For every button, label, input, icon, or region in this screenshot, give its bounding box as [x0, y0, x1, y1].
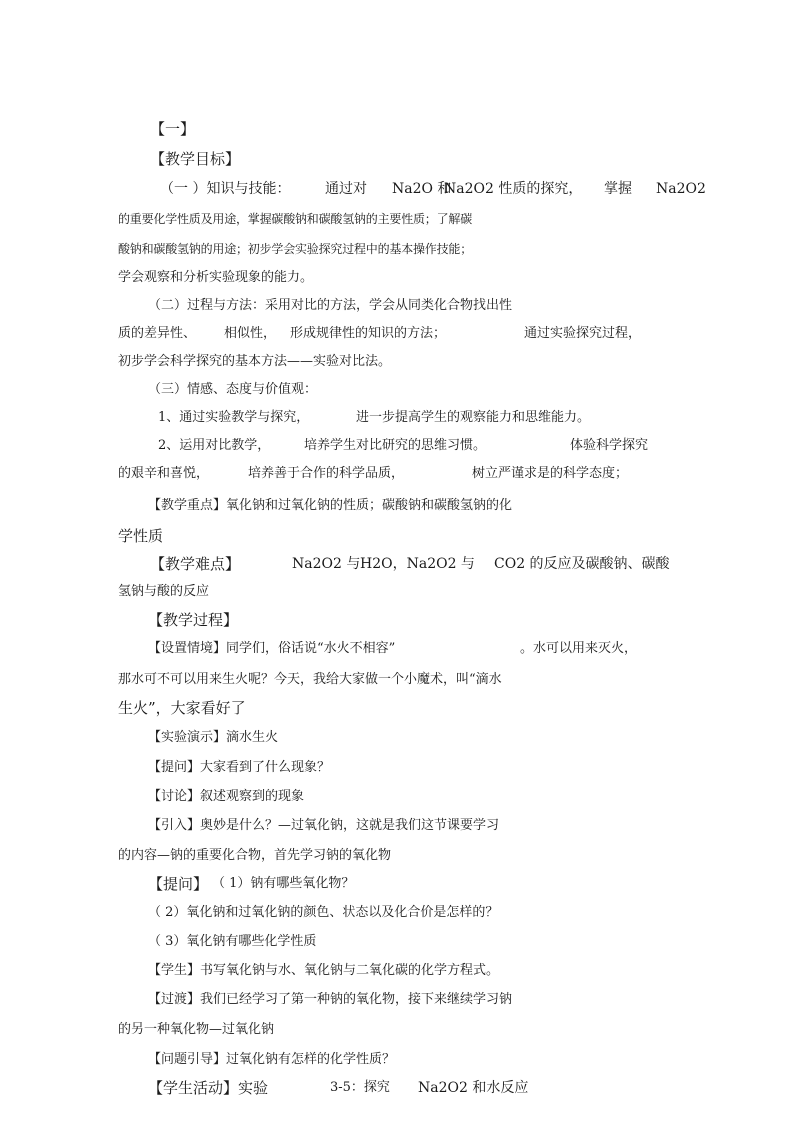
text-segment: 的另一种氧化物—过氧化钠 [118, 1022, 275, 1037]
goal-line-10 [0, 439, 800, 469]
text-segment: 通过对 [325, 181, 367, 197]
goal-line-11 [0, 467, 800, 497]
process-line-15 [0, 1053, 800, 1083]
text-segment: 体验科学探究 [570, 438, 649, 453]
text-segment: Na2O2 与 [292, 556, 361, 572]
text-segment: 【教学重点】氧化钠和过氧化钠的性质；碳酸钠和碳酸氢钠的化 [148, 498, 513, 513]
process-line-13 [0, 993, 800, 1023]
text-segment: 相似性， [224, 326, 277, 341]
text-segment: （三）情感、态度与价值观： [148, 382, 318, 397]
text-segment: 【讨论】叙述观察到的现象 [148, 789, 305, 804]
goal-line-6 [0, 327, 800, 357]
process-line-16 [0, 1081, 800, 1111]
goal-line-1 [0, 182, 800, 212]
text-segment: H2O，Na2O2 与 [360, 556, 475, 572]
text-segment: Na2O 和 [392, 181, 452, 197]
text-segment: 树立严谨求是的科学态度； [472, 466, 629, 481]
text-segment: 【提问】 [148, 875, 209, 893]
text-segment: 氢钠与酸的反应 [118, 584, 210, 599]
goal-line-2 [0, 213, 800, 243]
text-segment: 初步学会科学探究的基本方法——实验对比法。 [118, 354, 392, 369]
text-segment: Na2O2 和水反应 [418, 1080, 529, 1096]
text-segment: 3-5：探究 [330, 1080, 390, 1095]
process-line-10 [0, 906, 800, 936]
text-segment: （ 3）氧化钠有哪些化学性质 [148, 934, 317, 949]
text-segment: 【过渡】我们已经学习了第一种钠的氧化物，接下来继续学习钠 [148, 992, 513, 1007]
text-segment: 通过实验探究过程， [524, 326, 642, 341]
text-segment: 【实验演示】滴水生火 [148, 730, 279, 745]
process-line-4 [0, 731, 800, 761]
process-line-8 [0, 849, 800, 879]
text-segment: 生火”，大家看好了 [118, 699, 246, 717]
text-segment: 那水可不可以用来生火呢？今天，我给大家做一个小魔术，叫“滴水 [118, 672, 502, 687]
goal-line-4 [0, 271, 800, 301]
text-segment: 【提问】大家看到了什么现象？ [148, 760, 331, 775]
process-line-6 [0, 790, 800, 820]
text-segment: 质的差异性、 [118, 326, 197, 341]
text-segment: 进一步提高学生的观察能力和思维能力。 [356, 410, 591, 425]
text-segment: （一 ）知识与技能： [160, 181, 291, 197]
text-segment: 培养学生对比研究的思维习惯。 [304, 438, 487, 453]
text-segment: 【问题引导】过氧化钠有怎样的化学性质？ [148, 1052, 396, 1067]
process-heading [0, 613, 800, 643]
text-segment: 2、运用对比教学， [158, 438, 271, 453]
text-segment: 。水可以用来灭火， [520, 641, 638, 656]
process-line-5 [0, 761, 800, 791]
text-segment: 【引入】奥妙是什么？—过氧化钠，这就是我们这节课要学习 [148, 818, 500, 833]
text-segment: 酸钠和碳酸氢钠的用途；初步学会实验探究过程中的基本操作技能； [118, 242, 473, 256]
goal-line-9 [0, 411, 800, 441]
text-segment: 【教学难点】 [150, 555, 241, 573]
text-segment: 培养善于合作的科学品质， [248, 466, 405, 481]
goal-line-3 [0, 243, 800, 273]
text-segment: 的内容—钠的重要化合物，首先学习钠的氧化物 [118, 848, 392, 863]
goal-line-5 [0, 299, 800, 329]
title-text: 【一】 [150, 120, 196, 138]
heading-text: 【教学目标】 [150, 150, 241, 168]
heading-teaching-goals [0, 152, 800, 182]
process-line-12 [0, 964, 800, 994]
text-segment: 学会观察和分析实验现象的能力。 [118, 270, 314, 285]
text-segment: （ 2）氧化钠和过氧化钠的颜色、状态以及化合价是怎样的？ [148, 905, 499, 920]
goal-line-8 [0, 383, 800, 413]
process-line-14 [0, 1023, 800, 1053]
text-segment: 【学生活动】实验 [148, 1079, 269, 1097]
key-points-line-2 [0, 529, 800, 559]
key-points-line-1 [0, 499, 800, 529]
text-segment: 学性质 [118, 527, 164, 545]
text-segment: 形成规律性的知识的方法； [290, 326, 447, 341]
process-line-7 [0, 819, 800, 849]
process-line-11 [0, 935, 800, 965]
process-line-9 [0, 877, 800, 907]
text-segment: Na2O2 性质的探究， [444, 181, 583, 197]
goal-line-7 [0, 355, 800, 385]
text-segment: 【设置情境】同学们，俗话说“水火不相容” [148, 641, 396, 656]
text-segment: Na2O2 [656, 181, 706, 197]
heading-text: 【教学过程】 [148, 611, 239, 629]
text-segment: CO2 的反应及碳酸钠、碳酸 [494, 556, 670, 572]
difficulty-line-2 [0, 585, 800, 615]
text-segment: 【学生】书写氧化钠与水、氧化钠与二氧化碳的化学方程式。 [148, 963, 500, 978]
text-segment: 掌握 [604, 181, 632, 197]
text-segment: 1、通过实验教学与探究， [158, 410, 310, 425]
text-segment: 的艰辛和喜悦， [118, 466, 210, 481]
process-line-1 [0, 642, 800, 672]
difficulty-line-1 [0, 557, 800, 587]
text-segment: （二）过程与方法：采用对比的方法，学会从同类化合物找出性 [148, 298, 513, 313]
process-line-3 [0, 701, 800, 731]
text-segment: 的重要化学性质及用途，掌握碳酸钠和碳酸氢钠的主要性质；了解碳 [118, 212, 473, 226]
text-segment: （ 1）钠有哪些氧化物？ [212, 876, 355, 891]
section-title [0, 122, 800, 152]
